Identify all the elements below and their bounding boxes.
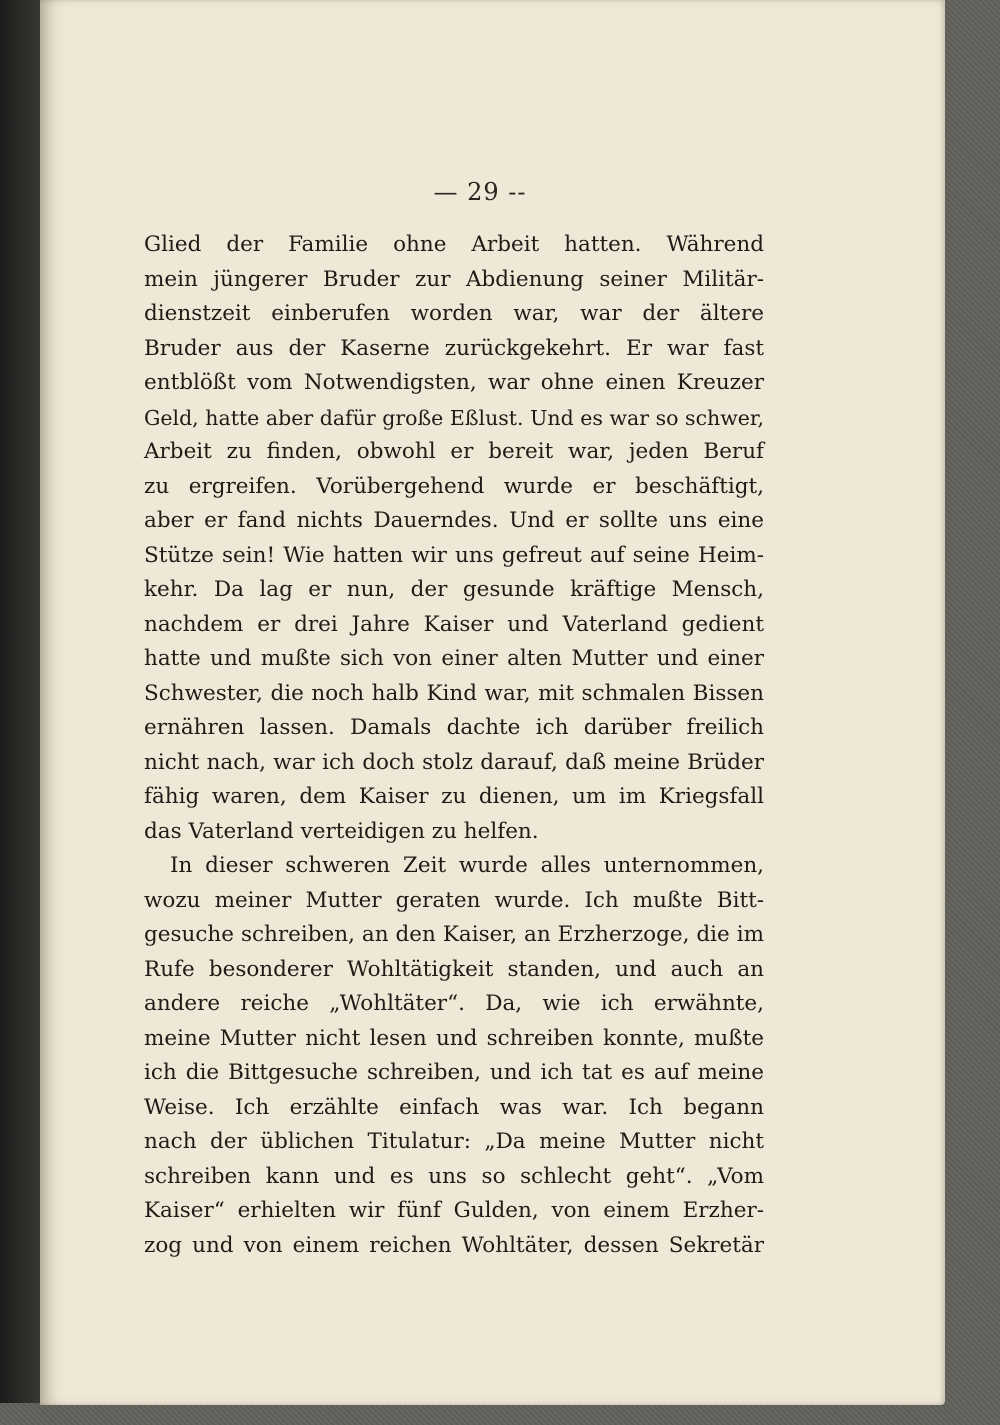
text-line: gesuche schreiben, an den Kaiser, an Erzherzoge, die im [144, 922, 764, 947]
text-line: nachdem er drei Jahre Kaiser und Vaterland gedient [144, 611, 764, 637]
text-line: dienstzeit einberufen worden war, war der ältere [144, 301, 764, 326]
text-line: ich die Bittgesuche schreiben, und ich tat es auf meine [144, 1060, 764, 1085]
paragraph-start-line: In dieser schweren Zeit wurde alles unternommen, [170, 853, 764, 878]
text-line: nicht nach, war ich doch stolz darauf, daß meine Brüder [144, 749, 764, 775]
text-line: andere reiche „Wohltäter“. Da, wie ich erwähnte, [144, 991, 764, 1016]
text-line: Schwester, die noch halb Kind war, mit schmalen Bissen [144, 680, 764, 706]
book-cover-edge [940, 0, 1000, 1425]
paragraph-end-line: das Vaterland verteidigen zu helfen. [144, 818, 539, 844]
text-line: Arbeit zu finden, obwohl er bereit war, jeden Beruf [144, 439, 764, 464]
text-line: meine Mutter nicht lesen und schreiben konnte, mußte [144, 1025, 764, 1051]
text-line: entblößt vom Notwendigsten, war ohne einen Kreuzer [144, 370, 764, 395]
text-line: Kaiser“ erhielten wir fünf Gulden, von einem Erzher- [144, 1198, 764, 1223]
page-number: — 29 -- [433, 178, 527, 206]
text-line: zu ergreifen. Vorübergehend wurde er beschäftigt, [144, 473, 764, 499]
text-line: hatte und mußte sich von einer alten Mutter und einer [144, 646, 764, 671]
text-line: schreiben kann und es uns so schlecht geht“. „Vom [144, 1163, 764, 1189]
text-line: mein jüngerer Bruder zur Abdienung seiner Militär- [144, 266, 764, 292]
text-line: Glied der Familie ohne Arbeit hatten. Während [144, 232, 764, 257]
page-sheet [40, 0, 945, 1405]
text-line: fähig waren, dem Kaiser zu dienen, um im Kriegsfall [144, 784, 764, 809]
text-line: nach der üblichen Titulatur: „Da meine Mutter nicht [144, 1129, 764, 1154]
text-line: Rufe besonderer Wohltätigkeit standen, und auch an [144, 956, 764, 982]
text-line: zog und von einem reichen Wohltäter, dessen Sekretär [144, 1232, 764, 1258]
text-line: Bruder aus der Kaserne zurückgekehrt. Er war fast [144, 335, 764, 361]
text-line: Geld, hatte aber dafür große Eßlust. Und es war so schwer, [144, 405, 764, 430]
body-text [144, 228, 764, 1263]
text-line: wozu meiner Mutter geraten wurde. Ich mußte Bitt- [144, 887, 764, 913]
text-line: aber er fand nichts Dauerndes. Und er sollte uns eine [144, 508, 764, 533]
book-cover-bottom-edge [0, 1403, 1000, 1425]
text-line: Weise. Ich erzählte einfach was war. Ich begann [144, 1094, 764, 1120]
text-line: kehr. Da lag er nun, der gesunde kräftige Mensch, [144, 577, 764, 602]
text-line: ernähren lassen. Damals dachte ich darüber freilich [144, 715, 764, 740]
text-line: Stütze sein! Wie hatten wir uns gefreut auf seine Heim- [144, 542, 764, 568]
